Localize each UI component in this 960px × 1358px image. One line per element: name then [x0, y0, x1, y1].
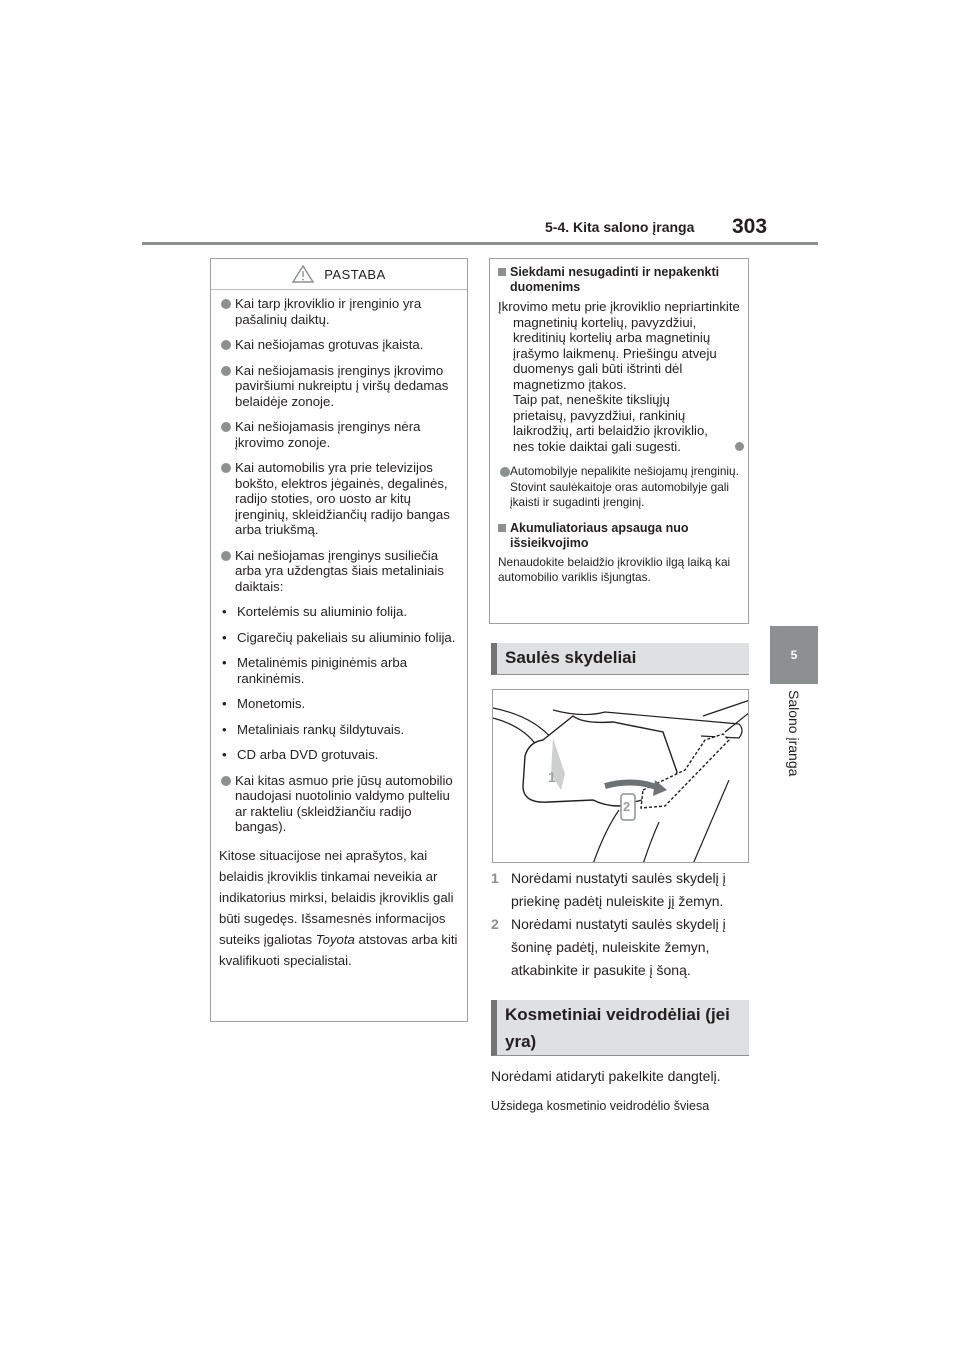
warning-icon [292, 265, 314, 283]
info-box [489, 258, 749, 624]
section-heading-sun-visors: Saulės skydeliai [491, 643, 749, 675]
notice-header [211, 259, 467, 290]
info-heading: Siekdami nesugadinti ir nepakenkti duomenims [498, 265, 740, 295]
section-title: 5-4. Kita salono įranga [545, 219, 695, 235]
step-text: Norėdami nustatyti saulės skydelį į šoninę padėtį, nuleiskite žemyn, atkabinkite ir pasukite į šoną. [511, 916, 726, 978]
notice-bullet: Kai nešiojamasis įrenginys nėra įkrovimo zonoje. [219, 419, 459, 450]
mirror-text: Norėdami atidaryti pakelkite dangtelį. [491, 1068, 721, 1084]
info-text: Įkrovimo metu prie įkroviklio nepriartinkite magnetinių kortelių, pavyzdžiui, kreditinių kortelių arba magnetinių įrašymo laikmenų. Priešingu atveju duomenys gali būti ištrinti dėl magnetizmo įtakos. [498, 299, 740, 392]
chapter-label: Salono įranga [786, 690, 802, 777]
svg-text:2: 2 [623, 799, 631, 814]
chapter-tab [770, 626, 818, 684]
header-rule [142, 242, 818, 245]
notice-bullet: Kai kitas asmuo prie jūsų automobilio naudojasi nuotolinio valdymo pulteliu ar rakteliu (skleidžiančiu radijo bangas). [219, 773, 459, 835]
step-text: Norėdami nustatyti saulės skydelį į priekinę padėtį nuleiskite jį žemyn. [511, 870, 726, 909]
section-heading-vanity-mirrors: Kosmetiniai veidrodėliai (jei yra) [491, 1000, 749, 1056]
end-mark-icon [735, 442, 744, 451]
notice-bullet: Kai automobilis yra prie televizijos bokšto, elektros jėgainės, degalinės, radijo stoties, oro uosto ar kitų įrenginių, skleidžiančių radijo bangas arba triukšmą. [219, 460, 459, 538]
svg-text:1: 1 [548, 769, 556, 785]
page-number: 303 [732, 215, 768, 238]
notice-bullet: Kai nešiojamasis įrenginys įkrovimo paviršiumi nukreiptu į viršų dedamas belaidėje zonoje. [219, 363, 459, 410]
chapter-number: 5 [790, 648, 798, 662]
info-text-cont: Taip pat, neneškite tiksliųjų prietaisų, pavyzdžiui, rankinių laikrodžių, arti belaidžio įkroviklio, nes tokie daiktai gali sugesti. [513, 392, 708, 454]
info-text: Nenaudokite belaidžio įkroviklio ilgą laiką kai automobilio variklis išjungtas. [498, 554, 731, 584]
step-item [491, 867, 751, 913]
info-heading: Akumuliatoriaus apsauga nuo išsieikvojimo [498, 521, 740, 551]
notice-subitem: • Kortelėmis su aliuminio folija. [219, 604, 459, 620]
notice-box [210, 258, 468, 1022]
sun-visor-illustration [492, 689, 749, 863]
step-number: 2 [491, 916, 499, 932]
notice-title: PASTABA [324, 266, 386, 282]
brand-name: Toyota [315, 931, 355, 947]
notice-subitem: • Metalinėmis piniginėmis arba rankinėmis. [219, 655, 459, 686]
info-bullet: Automobilyje nepalikite nešiojamų įrenginių. Stovint saulėkaitoje oras automobilyje gali įkaisti ir sugadinti įrenginį. [498, 464, 740, 511]
mirror-subtext: Užsidega kosmetinio veidrodėlio šviesa [491, 1099, 710, 1113]
notice-bullet: Kai nešiojamas grotuvas įkaista. [219, 337, 459, 353]
step-number: 1 [491, 870, 499, 886]
notice-bullet: Kai nešiojamas įrenginys susiliečia arba yra uždengtas šiais metaliniais daiktais: [219, 548, 459, 595]
sun-visor-drawing [493, 690, 749, 863]
notice-paragraph-text: atstovas arba kiti kvalifikuoti specialistai. [219, 931, 458, 968]
notice-paragraph-text: Kitose situacijose nei aprašytos, kai belaidis įkroviklis tinkamai neveikia ar indikatorius mirksi, belaidis įkroviklis gali būti sugedęs. Išsamesnės informacijos suteiks įgaliotas [219, 847, 454, 947]
info-text [498, 392, 740, 454]
notice-subitem: • CD arba DVD grotuvais. [219, 747, 459, 763]
step-item [491, 913, 751, 982]
notice-bullet: Kai tarp įkroviklio ir įrenginio yra pašalinių daiktų. [219, 296, 459, 327]
notice-subitem: • Metaliniais rankų šildytuvais. [219, 722, 459, 738]
notice-subitem: • Cigarečių pakeliais su aliuminio folija. [219, 630, 459, 646]
notice-paragraph [219, 845, 459, 971]
notice-subitem: • Monetomis. [219, 696, 459, 712]
